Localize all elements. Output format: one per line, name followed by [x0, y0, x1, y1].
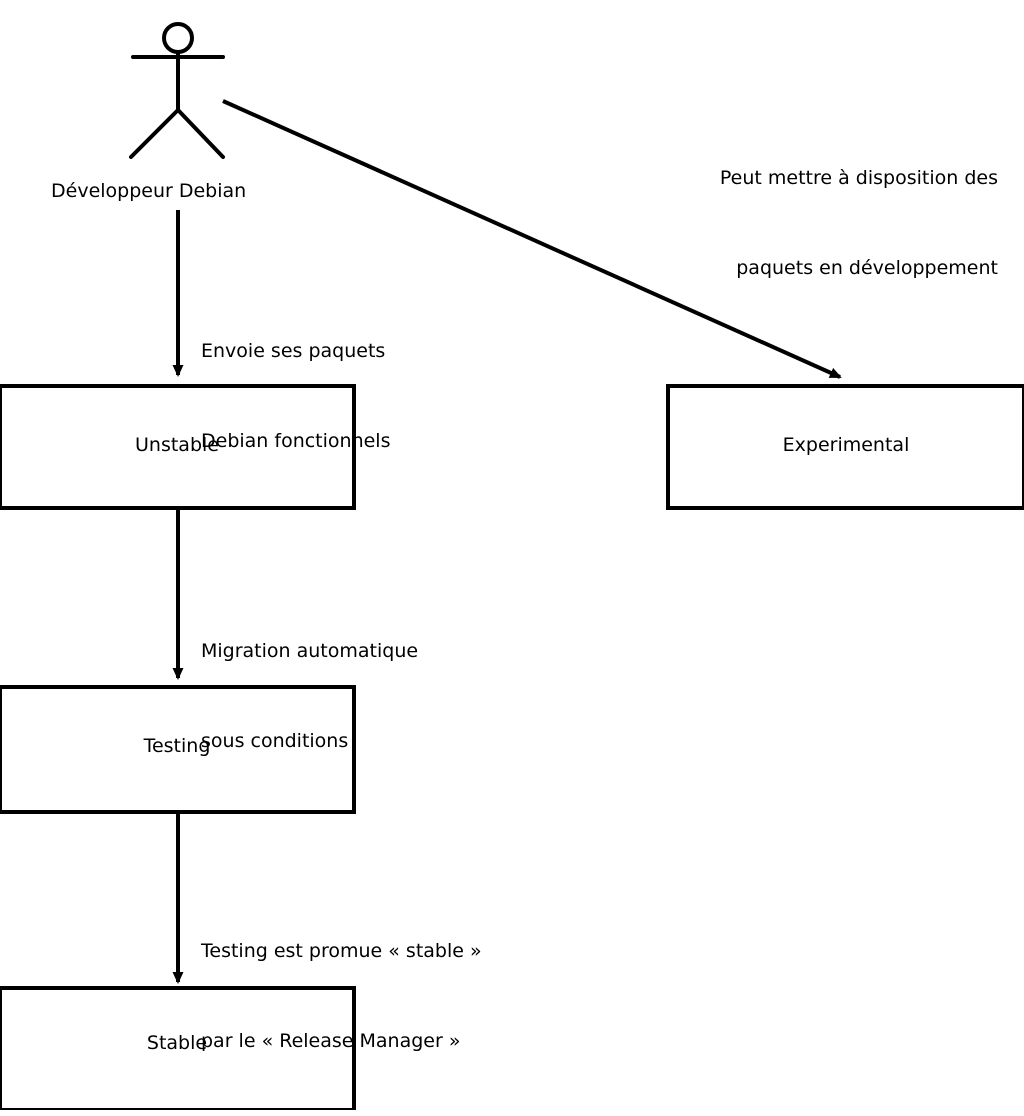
edge-label-unstable-to-testing [201, 576, 418, 816]
node-label-stable: Stable [146, 1032, 208, 1054]
edge-label-line2: paquets en développement [736, 257, 998, 279]
edge-label-line2: sous conditions [201, 730, 349, 752]
node-label-experimental: Experimental [782, 434, 910, 456]
edge-label-dev-to-experimental [638, 103, 998, 343]
edge-label-line1: Envoie ses paquets [201, 340, 386, 362]
edge-label-line1: Testing est promue « stable » [201, 940, 482, 962]
edge-label-line2: par le « Release Manager » [201, 1030, 461, 1052]
edge-label-line1: Peut mettre à disposition des [719, 167, 998, 189]
edge-label-testing-to-stable [201, 876, 482, 1116]
actor-debian-developer [131, 24, 223, 157]
edge-label-dev-to-unstable [201, 276, 391, 516]
edge-label-line2: Debian fonctionnels [201, 430, 391, 452]
edge-label-line1: Migration automatique [201, 640, 419, 662]
node-label-testing: Testing [143, 735, 211, 757]
node-label-unstable: Unstable [135, 434, 219, 456]
actor-label-debian-developer: Développeur Debian [51, 180, 247, 202]
